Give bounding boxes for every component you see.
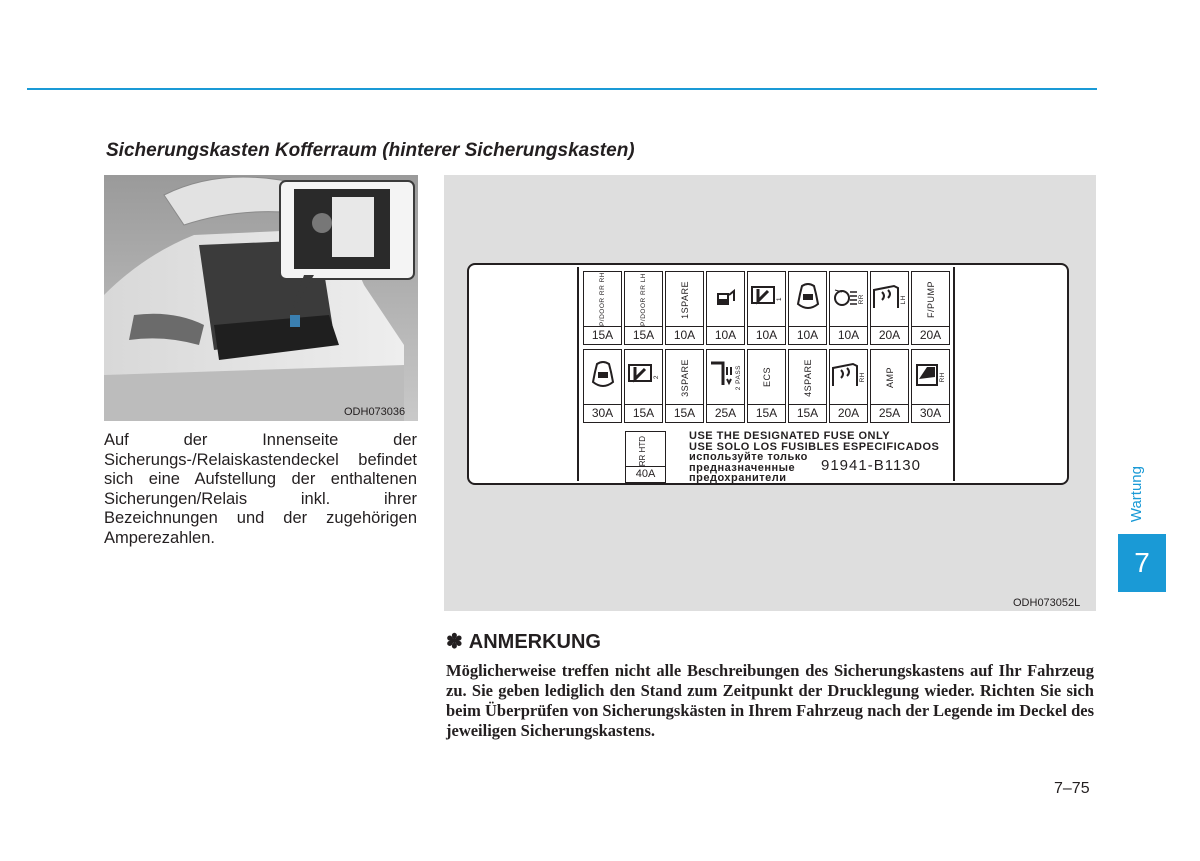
fuse-symbol — [707, 272, 744, 327]
fuse-symbol — [666, 272, 703, 327]
fuse-amp: 15A — [625, 404, 662, 422]
fuse-symbol — [912, 350, 949, 405]
fuse-cell-f-pump — [911, 271, 950, 345]
fuse-symbol — [625, 272, 662, 327]
fuse-symbol — [912, 272, 949, 327]
seat-heater-icon — [831, 362, 859, 393]
fuse-symbol — [830, 350, 867, 405]
fuse-label: RR HTD — [638, 436, 647, 467]
fuse-label: AMP — [884, 366, 895, 388]
fuse-amp: 10A — [748, 326, 785, 344]
section-title: Sicherungskasten Kofferraum (hinterer Sicherungskasten) — [106, 140, 635, 161]
note-star-icon: ✽ — [446, 631, 463, 653]
fuse-label-figure — [444, 175, 1096, 611]
fuse-cell-ecs — [747, 349, 786, 423]
fuse-amp: 30A — [584, 404, 621, 422]
fuse-symbol — [584, 350, 621, 405]
left-body-text: Auf der Innenseite der Sicherungs-/Relaiskastendeckel befindet sich eine Aufstellung der enthaltenen Sicherungen/Relais inkl. ihrer Bezeichnungen und der zugehörigen Amperezahlen. — [104, 431, 417, 547]
fuse-row-2 — [583, 349, 950, 423]
fuse-amp: 20A — [912, 326, 949, 344]
trunk-lid-icon — [627, 363, 653, 392]
fuse-amp: 15A — [789, 404, 826, 422]
fuse-amp: 15A — [625, 326, 662, 344]
fuse-amp: 20A — [871, 326, 908, 344]
fuse-label-card — [467, 263, 1069, 485]
fuse-amp: 10A — [707, 326, 744, 344]
trunk-illustration — [104, 175, 418, 421]
fuse-cell-4spare — [788, 349, 827, 423]
fuse-label: RH — [859, 372, 866, 383]
fuse-cell-amp — [870, 349, 909, 423]
fuse-label: F/PUMP — [925, 280, 936, 318]
fuse-label: P/DOOR RR RH — [599, 272, 606, 327]
fuse-label: LH — [900, 294, 907, 305]
chapter-side-label: Wartung — [1128, 466, 1145, 523]
chapter-tab: 7 — [1118, 534, 1166, 592]
fuse-symbol — [666, 350, 703, 405]
fuse-symbol — [789, 272, 826, 327]
fuse-amp: 40A — [626, 466, 665, 482]
car-icon — [796, 282, 820, 317]
fuse-cell-p-door-rr-rh — [583, 271, 622, 345]
fuse-cell-blank — [583, 349, 622, 423]
fuse-cell-1 — [747, 271, 786, 345]
figure-code-right: ODH073052L — [1013, 597, 1081, 609]
fuse-amp: 25A — [707, 404, 744, 422]
fuse-amp: 10A — [830, 326, 867, 344]
note-heading — [446, 629, 601, 654]
fuse-label: 2 PASS — [735, 364, 742, 391]
fuse-label: 1SPARE — [679, 280, 690, 319]
fuse-label: RR — [858, 294, 865, 305]
fuse-cell-2-pass — [706, 349, 745, 423]
fuse-cell-rh — [911, 349, 950, 423]
fuse-symbol — [584, 272, 621, 327]
fuse-symbol — [830, 272, 867, 327]
fuse-cell-rr-htd — [625, 431, 666, 483]
fog-lamp-icon — [832, 286, 858, 313]
fuse-amp: 10A — [789, 326, 826, 344]
fuse-amp: 15A — [584, 326, 621, 344]
fuse-cell-p-door-rr-lh — [624, 271, 663, 345]
fuse-cell-rr — [829, 271, 868, 345]
fuse-label: 2 — [653, 375, 660, 380]
fuse-amp: 15A — [748, 404, 785, 422]
fuse-cell-rh — [829, 349, 868, 423]
fuse-cell-1spare — [665, 271, 704, 345]
power-seat-icon — [709, 361, 735, 394]
car-icon — [591, 360, 615, 395]
fuse-row-1 — [583, 271, 950, 345]
fuse-grid — [577, 267, 955, 484]
fuse-symbol — [707, 350, 744, 405]
warning-line: предохранители — [689, 472, 787, 484]
fuse-amp: 30A — [912, 404, 949, 422]
fuse-label: 3SPARE — [679, 358, 690, 397]
fuse-cell-lh — [870, 271, 909, 345]
fuse-symbol — [871, 272, 908, 327]
warning-line: USE SOLO LOS FUSIBLES ESPECIFICADOS — [689, 440, 940, 453]
note-text: Möglicherweise treffen nicht alle Beschreibungen des Sicherungskastens auf Ihr Fahrzeug zu. Sie geben lediglich den Stand zum Zeitpunkt der Drucklegung wieder. Richten Sie sich beim Überprüfen von Sicherungskästen in Ihrem Fahrzeug nach der Legende im Deckel des jeweiligen Sicherungskastens. — [446, 661, 1094, 740]
fuse-label: 4SPARE — [802, 358, 813, 397]
seat-heater-icon — [872, 284, 900, 315]
fuse-label: RH — [939, 372, 946, 383]
trunk-lid-icon — [750, 285, 776, 314]
note-heading-label: ANMERKUNG — [468, 631, 601, 653]
fuse-cell-blank — [788, 271, 827, 345]
fuse-label: P/DOOR RR LH — [640, 273, 647, 326]
window-icon — [915, 363, 939, 392]
fuse-amp: 15A — [666, 404, 703, 422]
warning-line: предназначенные — [689, 461, 796, 474]
fuse-symbol — [748, 272, 785, 327]
fuse-amp: 25A — [871, 404, 908, 422]
fuse-symbol — [625, 350, 662, 405]
trunk-photo — [104, 175, 418, 421]
fuse-label: 1 — [776, 297, 783, 302]
fuse-symbol — [789, 350, 826, 405]
fuse-symbol — [871, 350, 908, 405]
fuse-amp: 10A — [666, 326, 703, 344]
fuel-door-icon — [715, 287, 737, 312]
header-rule — [27, 88, 1097, 90]
fuse-cell-3spare — [665, 349, 704, 423]
figure-code-left: ODH073036 — [344, 406, 406, 418]
page-number: 7–75 — [1054, 780, 1090, 797]
part-number: 91941-B1130 — [821, 457, 921, 474]
fuse-amp: 20A — [830, 404, 867, 422]
fuse-label: ECS — [761, 367, 772, 388]
fuse-cell-blank — [706, 271, 745, 345]
fuse-symbol — [748, 350, 785, 405]
warning-line: USE THE DESIGNATED FUSE ONLY — [689, 430, 891, 442]
fuse-cell-2 — [624, 349, 663, 423]
warning-line: используйте только — [689, 451, 808, 463]
